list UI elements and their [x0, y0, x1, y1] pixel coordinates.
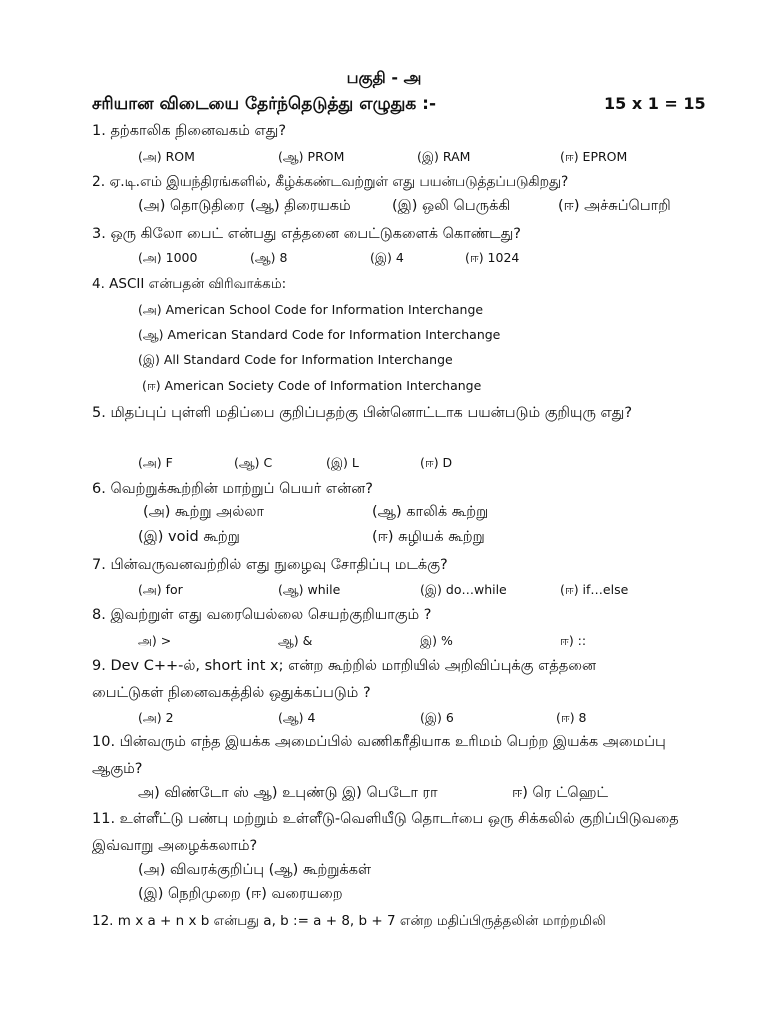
question-4: 4. ASCII என்பதன் விரிவாக்கம்:	[92, 276, 287, 292]
q4-option-b: (ஆ) American Standard Code for Information Interchange	[138, 327, 501, 342]
q9-option-a: (அ) 2	[138, 710, 174, 725]
q7-option-b: (ஆ) while	[278, 582, 341, 597]
instruction-heading: சரியான விடையை தேர்ந்தெடுத்து எழுதுக :-	[92, 94, 437, 114]
q3-option-a: (அ) 1000	[138, 250, 198, 265]
q6-option-c: (இ) void கூற்று	[138, 529, 240, 545]
q3-option-c: (இ) 4	[370, 250, 404, 265]
q5-option-d: (ஈ) D	[420, 455, 453, 470]
marks-label: 15 x 1 = 15	[604, 94, 706, 113]
q6-option-a: (அ) கூற்று அல்லா	[143, 504, 264, 520]
question-12: 12. m x a + n x b என்பது a, b := a + 8, b + 7 என்ற மதிப்பிருத்தலின் மாற்றமிலி	[92, 913, 606, 929]
q2-option-d: (ஈ) அச்சுப்பொறி	[558, 198, 671, 214]
q10-options-line: அ) விண்டோ ஸ் ஆ) உபுண்டு இ) பெடோ ரா	[138, 785, 438, 801]
q8-option-d: ஈ) ::	[560, 633, 587, 648]
question-9: 9. Dev C++-ல், short int x; என்ற கூற்றில் மாறியில் அறிவிப்புக்கு எத்தனை பைட்டுகள் நினைவகத்தில் ஒதுக்கப்படும் ?	[92, 658, 597, 701]
q6-option-b: (ஆ) காலிக் கூற்று	[372, 504, 489, 520]
question-3: 3. ஒரு கிலோ பைட் என்பது எத்தனை பைட்டுகளைக் கொண்டது?	[92, 226, 521, 242]
q5-option-c: (இ) L	[326, 455, 359, 470]
q3-option-b: (ஆ) 8	[250, 250, 288, 265]
question-10: 10. பின்வரும் எந்த இயக்க அமைப்பில் வணிகரீதியாக உரிமம் பெற்ற இயக்க அமைப்பு ஆகும்?	[92, 734, 666, 777]
q2-option-a: (அ) தொடுதிரை	[138, 198, 245, 214]
q8-option-a: அ) >	[138, 633, 172, 648]
q9-option-d: (ஈ) 8	[556, 710, 587, 725]
q7-option-a: (அ) for	[138, 582, 183, 597]
question-11: 11. உள்ளீட்டு பண்பு மற்றும் உள்ளீடு-வெளியீடு தொடர்பை ஒரு சிக்கலில் குறிப்பிடுவதை இவ்வாறு அழைக்கலாம்?	[92, 811, 679, 854]
q4-option-d: (ஈ) American Society Code of Information Interchange	[142, 378, 482, 393]
section-title: பகுதி - அ	[346, 68, 422, 87]
q3-option-d: (ஈ) 1024	[465, 250, 520, 265]
q10-option-d: ஈ) ரெ ட்ஹெட்	[512, 785, 609, 801]
q1-option-d: (ஈ) EPROM	[560, 149, 628, 164]
q5-option-a: (அ) F	[138, 455, 173, 470]
q8-option-c: இ) %	[420, 633, 453, 648]
q7-option-c: (இ) do…while	[420, 582, 507, 597]
q9-option-b: (ஆ) 4	[278, 710, 316, 725]
q1-option-c: (இ) RAM	[417, 149, 471, 164]
q2-option-c: (இ) ஒலி பெருக்கி	[392, 198, 511, 214]
q2-option-b: (ஆ) திரையகம்	[250, 198, 351, 214]
question-7: 7. பின்வருவனவற்றில் எது நுழைவு சோதிப்பு மடக்கு?	[92, 557, 448, 573]
q11-options-line-2: (இ) நெறிமுறை (ஈ) வரையறை	[138, 886, 343, 902]
question-6: 6. வெற்றுக்கூற்றின் மாற்றுப் பெயர் என்ன?	[92, 481, 373, 497]
q8-option-b: ஆ) &	[278, 633, 313, 648]
question-8: 8. இவற்றுள் எது வரையெல்லை செயற்குறியாகும் ?	[92, 607, 432, 623]
q6-option-d: (ஈ) சுழியக் கூற்று	[372, 529, 485, 545]
q1-option-a: (அ) ROM	[138, 149, 195, 164]
q1-option-b: (ஆ) PROM	[278, 149, 345, 164]
q4-option-a: (அ) American School Code for Information Interchange	[138, 302, 484, 317]
q11-options-line-1: (அ) விவரக்குறிப்பு (ஆ) கூற்றுக்கள்	[138, 862, 372, 878]
q4-option-c: (இ) All Standard Code for Information Interchange	[138, 352, 453, 367]
question-1: 1. தற்காலிக நினைவகம் எது?	[92, 123, 287, 139]
question-5: 5. மிதப்புப் புள்ளி மதிப்பை குறிப்பதற்கு பின்னொட்டாக பயன்படும் குறியுரு எது?	[92, 405, 633, 421]
q5-option-b: (ஆ) C	[234, 455, 273, 470]
q9-option-c: (இ) 6	[420, 710, 454, 725]
question-2: 2. ஏ.டி.எம் இயந்திரங்களில், கீழ்க்கண்டவற்றுள் எது பயன்படுத்தப்படுகிறது?	[92, 174, 569, 190]
q7-option-d: (ஈ) if…else	[560, 582, 629, 597]
